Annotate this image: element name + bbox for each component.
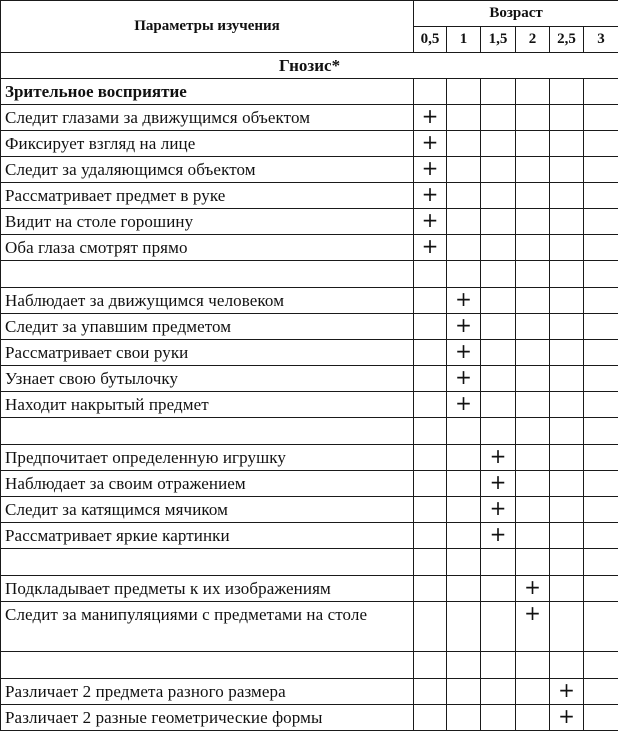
- table-row: [1, 576, 618, 602]
- empty-cell: [550, 497, 584, 523]
- empty-cell: [481, 314, 516, 340]
- table-body: [1, 53, 618, 731]
- empty-cell: [550, 445, 584, 471]
- plus-icon: +: [489, 470, 507, 494]
- empty-cell: [481, 418, 516, 445]
- plus-icon: +: [421, 104, 439, 128]
- plus-icon: +: [489, 444, 507, 468]
- empty-cell: [516, 288, 550, 314]
- section-row: [1, 53, 618, 79]
- empty-cell: [584, 105, 618, 131]
- table-row: [1, 445, 618, 471]
- empty-cell: [481, 288, 516, 314]
- plus-mark-cell: [516, 602, 550, 652]
- empty-cell: [516, 497, 550, 523]
- row-label: Различает 2 разные геометрические формы: [1, 705, 414, 731]
- empty-cell: [516, 523, 550, 549]
- row-label: Подкладывает предметы к их изображениям: [1, 576, 414, 602]
- empty-cell: [584, 602, 618, 652]
- empty-cell: [414, 366, 447, 392]
- empty-cell: [516, 314, 550, 340]
- empty-cell: [414, 79, 447, 105]
- table-row: [1, 157, 618, 183]
- plus-icon: +: [489, 522, 507, 546]
- empty-cell: [584, 288, 618, 314]
- row-label: Рассматривает предмет в руке: [1, 183, 414, 209]
- plus-mark-cell: [516, 576, 550, 602]
- empty-cell: [516, 183, 550, 209]
- plus-icon: +: [455, 287, 472, 311]
- age-column-2: 2: [516, 27, 550, 53]
- empty-cell: [447, 549, 481, 576]
- empty-cell: [550, 131, 584, 157]
- empty-cell: [447, 131, 481, 157]
- empty-cell: [516, 261, 550, 288]
- empty-cell: [550, 314, 584, 340]
- empty-cell: [447, 602, 481, 652]
- table-row: [1, 105, 618, 131]
- empty-cell: [481, 340, 516, 366]
- plus-mark-cell: [414, 209, 447, 235]
- empty-cell: [550, 105, 584, 131]
- empty-cell: [516, 392, 550, 418]
- table-row: [1, 209, 618, 235]
- empty-cell: [481, 261, 516, 288]
- empty-cell: [516, 235, 550, 261]
- age-column-3: 3: [584, 27, 618, 53]
- empty-cell: [550, 471, 584, 497]
- empty-cell: [481, 392, 516, 418]
- empty-cell: [414, 576, 447, 602]
- empty-cell: [447, 157, 481, 183]
- plus-icon: +: [455, 339, 472, 363]
- row-label: Узнает свою бутылочку: [1, 366, 414, 392]
- empty-cell: [516, 445, 550, 471]
- empty-cell: [481, 183, 516, 209]
- empty-cell: [550, 157, 584, 183]
- empty-cell: [516, 79, 550, 105]
- empty-cell: [550, 79, 584, 105]
- plus-mark-cell: [550, 679, 584, 705]
- table-row: [1, 288, 618, 314]
- row-label: Следит глазами за движущимся объектом: [1, 105, 414, 131]
- row-label: Оба глаза смотрят прямо: [1, 235, 414, 261]
- empty-cell: [1, 261, 414, 288]
- empty-cell: [414, 261, 447, 288]
- empty-cell: [414, 602, 447, 652]
- empty-cell: [447, 235, 481, 261]
- empty-cell: [414, 418, 447, 445]
- plus-icon: +: [421, 208, 439, 232]
- empty-cell: [516, 157, 550, 183]
- row-label: Различает 2 предмета разного размера: [1, 679, 414, 705]
- empty-cell: [550, 235, 584, 261]
- empty-cell: [516, 131, 550, 157]
- empty-cell: [447, 183, 481, 209]
- empty-cell: [414, 549, 447, 576]
- table-row: [1, 131, 618, 157]
- empty-cell: [414, 314, 447, 340]
- empty-cell: [516, 340, 550, 366]
- row-label: Следит за удаляющимся объектом: [1, 157, 414, 183]
- empty-cell: [550, 549, 584, 576]
- plus-mark-cell: [481, 523, 516, 549]
- table-row: [1, 497, 618, 523]
- empty-cell: [584, 445, 618, 471]
- empty-cell: [584, 79, 618, 105]
- row-label: Наблюдает за движущимся человеком: [1, 288, 414, 314]
- empty-cell: [481, 602, 516, 652]
- empty-cell: [584, 261, 618, 288]
- age-header: Возраст: [414, 1, 618, 27]
- empty-cell: [584, 576, 618, 602]
- empty-cell: [414, 288, 447, 314]
- empty-cell: [414, 392, 447, 418]
- plus-mark-cell: [414, 235, 447, 261]
- empty-cell: [516, 366, 550, 392]
- empty-cell: [414, 471, 447, 497]
- plus-mark-cell: [414, 105, 447, 131]
- empty-cell: [550, 209, 584, 235]
- empty-cell: [550, 288, 584, 314]
- empty-cell: [414, 340, 447, 366]
- plus-icon: +: [524, 601, 541, 625]
- empty-cell: [516, 679, 550, 705]
- plus-icon: +: [455, 365, 472, 389]
- plus-mark-cell: [447, 314, 481, 340]
- empty-cell: [584, 366, 618, 392]
- subsection-row: [1, 79, 618, 105]
- empty-cell: [550, 183, 584, 209]
- plus-icon: +: [489, 496, 507, 520]
- row-label: Находит накрытый предмет: [1, 392, 414, 418]
- empty-cell: [584, 131, 618, 157]
- section-title: Гнозис*: [1, 53, 618, 79]
- plus-mark-cell: [550, 705, 584, 731]
- empty-cell: [584, 340, 618, 366]
- row-label: Следит за катящимся мячиком: [1, 497, 414, 523]
- plus-icon: +: [421, 234, 439, 258]
- table-row: [1, 705, 618, 731]
- empty-cell: [447, 576, 481, 602]
- plus-mark-cell: [414, 183, 447, 209]
- plus-mark-cell: [447, 392, 481, 418]
- empty-cell: [481, 705, 516, 731]
- empty-cell: [584, 157, 618, 183]
- empty-cell: [447, 705, 481, 731]
- empty-cell: [414, 679, 447, 705]
- empty-cell: [414, 652, 447, 679]
- spacer-row: [1, 261, 618, 288]
- empty-cell: [481, 157, 516, 183]
- empty-cell: [584, 209, 618, 235]
- empty-cell: [516, 705, 550, 731]
- row-label: Следит за манипуляциями с предметами на столе: [1, 602, 414, 652]
- empty-cell: [481, 105, 516, 131]
- empty-cell: [1, 549, 414, 576]
- subsection-title: Зрительное восприятие: [1, 79, 414, 105]
- age-column-1-5: 1,5: [481, 27, 516, 53]
- plus-mark-cell: [447, 288, 481, 314]
- row-label: Рассматривает яркие картинки: [1, 523, 414, 549]
- table-row: [1, 471, 618, 497]
- empty-cell: [584, 235, 618, 261]
- empty-cell: [584, 523, 618, 549]
- empty-cell: [481, 549, 516, 576]
- empty-cell: [481, 131, 516, 157]
- table-row: [1, 366, 618, 392]
- table-row: [1, 392, 618, 418]
- empty-cell: [584, 679, 618, 705]
- spacer-row: [1, 652, 618, 679]
- plus-icon: +: [421, 156, 439, 180]
- empty-cell: [516, 209, 550, 235]
- empty-cell: [414, 705, 447, 731]
- empty-cell: [584, 392, 618, 418]
- spacer-row: [1, 418, 618, 445]
- table-row: [1, 523, 618, 549]
- empty-cell: [550, 340, 584, 366]
- plus-mark-cell: [447, 340, 481, 366]
- params-header: Параметры изучения: [1, 1, 414, 53]
- empty-cell: [447, 418, 481, 445]
- empty-cell: [481, 366, 516, 392]
- empty-cell: [550, 261, 584, 288]
- empty-cell: [447, 652, 481, 679]
- empty-cell: [481, 235, 516, 261]
- empty-cell: [1, 418, 414, 445]
- plus-icon: +: [558, 704, 575, 728]
- row-label: Наблюдает за своим отражением: [1, 471, 414, 497]
- plus-icon: +: [558, 678, 575, 702]
- empty-cell: [516, 652, 550, 679]
- table-row: [1, 340, 618, 366]
- row-label: Фиксирует взгляд на лице: [1, 131, 414, 157]
- plus-icon: +: [455, 313, 472, 337]
- empty-cell: [584, 652, 618, 679]
- table-row: [1, 314, 618, 340]
- empty-cell: [516, 105, 550, 131]
- empty-cell: [481, 79, 516, 105]
- empty-cell: [481, 576, 516, 602]
- plus-mark-cell: [447, 366, 481, 392]
- plus-icon: +: [421, 182, 439, 206]
- plus-icon: +: [524, 575, 541, 599]
- empty-cell: [550, 418, 584, 445]
- row-label: Предпочитает определенную игрушку: [1, 445, 414, 471]
- empty-cell: [481, 652, 516, 679]
- empty-cell: [550, 392, 584, 418]
- row-label: Следит за упавшим предметом: [1, 314, 414, 340]
- empty-cell: [447, 261, 481, 288]
- plus-mark-cell: [414, 131, 447, 157]
- empty-cell: [414, 497, 447, 523]
- table-row: [1, 183, 618, 209]
- plus-icon: +: [455, 391, 472, 415]
- empty-cell: [516, 418, 550, 445]
- age-column-2-5: 2,5: [550, 27, 584, 53]
- table-row: [1, 235, 618, 261]
- empty-cell: [481, 209, 516, 235]
- empty-cell: [481, 679, 516, 705]
- table-row: [1, 679, 618, 705]
- empty-cell: [447, 79, 481, 105]
- empty-cell: [516, 549, 550, 576]
- row-label: Рассматривает свои руки: [1, 340, 414, 366]
- table-row: [1, 602, 618, 652]
- empty-cell: [584, 705, 618, 731]
- empty-cell: [414, 523, 447, 549]
- empty-cell: [414, 445, 447, 471]
- empty-cell: [447, 523, 481, 549]
- plus-mark-cell: [481, 497, 516, 523]
- plus-mark-cell: [481, 471, 516, 497]
- empty-cell: [584, 549, 618, 576]
- row-label: Видит на столе горошину: [1, 209, 414, 235]
- empty-cell: [447, 679, 481, 705]
- empty-cell: [584, 314, 618, 340]
- empty-cell: [550, 652, 584, 679]
- empty-cell: [550, 523, 584, 549]
- plus-mark-cell: [481, 445, 516, 471]
- empty-cell: [550, 576, 584, 602]
- empty-cell: [584, 183, 618, 209]
- empty-cell: [584, 497, 618, 523]
- empty-cell: [550, 602, 584, 652]
- empty-cell: [1, 652, 414, 679]
- spacer-row: [1, 549, 618, 576]
- empty-cell: [550, 366, 584, 392]
- plus-mark-cell: [414, 157, 447, 183]
- empty-cell: [447, 471, 481, 497]
- age-column-1: 1: [447, 27, 481, 53]
- empty-cell: [584, 418, 618, 445]
- empty-cell: [447, 209, 481, 235]
- empty-cell: [584, 471, 618, 497]
- empty-cell: [447, 105, 481, 131]
- empty-cell: [447, 445, 481, 471]
- plus-icon: +: [421, 130, 439, 154]
- age-column-0-5: 0,5: [414, 27, 447, 53]
- empty-cell: [447, 497, 481, 523]
- empty-cell: [516, 471, 550, 497]
